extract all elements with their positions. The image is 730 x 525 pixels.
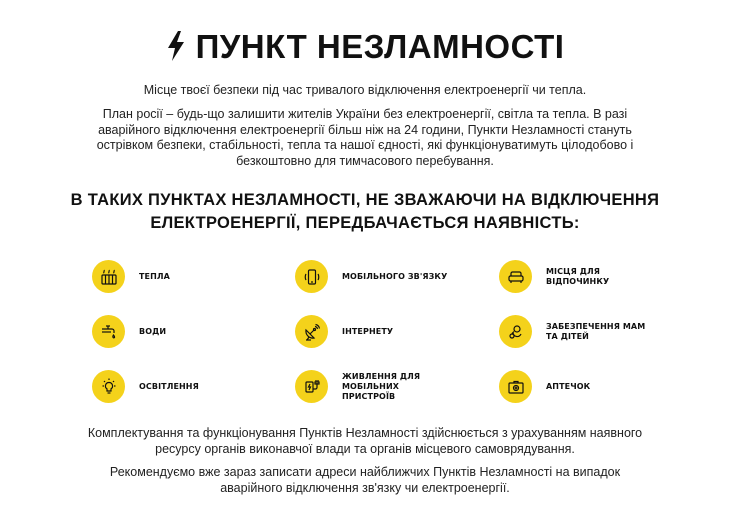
feature-label: ІНТЕРНЕТУ: [342, 326, 394, 336]
intro-line-1: Місце твоєї безпеки під час тривалого відключення електроенергії чи тепла.: [143, 83, 587, 97]
satellite-dish-icon: [295, 315, 328, 348]
feature-mothers-children: [499, 315, 656, 348]
feature-label: АПТЕЧОК: [546, 381, 591, 391]
page-title: [0, 28, 730, 69]
outro-line-1: Комплектування та функціонування Пунктів Незламності здійснюється з урахуванням наявного ресурсу органів виконавчої влади та органів місцевого самоврядування.: [87, 426, 643, 456]
feature-rest-place: [499, 260, 656, 293]
mobile-phone-icon: [295, 260, 328, 293]
charger-icon: [295, 370, 328, 403]
water-tap-icon: [92, 315, 125, 348]
feature-label: МОБІЛЬНОГО ЗВ'ЯЗКУ: [342, 271, 448, 281]
sofa-icon: [499, 260, 532, 293]
radiator-icon: [92, 260, 125, 293]
intro-line-2: План росії – будь-що залишити жителів України без електроенергії, світла та тепла. В разі аварійного відключення електроенергії більш ніж на 24 години, Пункти Незламності стануть острівком безпеки, стабільності, тепла та нашої єдності, які функціонуватимуть цілодобово і безкоштовно для тимчасового перебування.: [96, 107, 634, 168]
feature-first-aid: [499, 370, 656, 403]
feature-label: ЖИВЛЕННЯ ДЛЯ МОБІЛЬНИХ ПРИСТРОЇВ: [342, 371, 421, 401]
feature-label: ОСВІТЛЕННЯ: [139, 381, 199, 391]
feature-label: ВОДИ: [139, 326, 167, 336]
features-heading: В ТАКИХ ПУНКТАХ НЕЗЛАМНОСТІ, НЕ ЗВАЖАЮЧИ НА ВІДКЛЮЧЕННЯ ЕЛЕКТРОЕНЕРГІЇ, ПЕРЕДБАЧАЄТЬСЯ НАЯВНІСТЬ:: [70, 191, 660, 232]
lightning-bolt-icon: [166, 31, 186, 69]
feature-water: [92, 315, 249, 348]
baby-icon: [499, 315, 532, 348]
first-aid-kit-icon: [499, 370, 532, 403]
feature-internet: [295, 315, 452, 348]
feature-lighting: [92, 370, 249, 403]
outro-line-2: Рекомендуємо вже зараз записати адреси найближчих Пунктів Незламності на випадок аварійного відключення зв'язку чи електроенергії.: [109, 465, 621, 495]
feature-label: МІСЦЯ ДЛЯ ВІДПОЧИНКУ: [546, 266, 610, 286]
feature-device-charging: [295, 370, 452, 403]
title-text: ПУНКТ НЕЗЛАМНОСТІ: [195, 28, 565, 65]
feature-mobile-connection: [295, 260, 452, 293]
feature-label: ЗАБЕЗПЕЧЕННЯ МАМ ТА ДІТЕЙ: [546, 321, 646, 341]
light-bulb-icon: [92, 370, 125, 403]
feature-label: ТЕПЛА: [139, 271, 170, 281]
feature-heat: [92, 260, 249, 293]
